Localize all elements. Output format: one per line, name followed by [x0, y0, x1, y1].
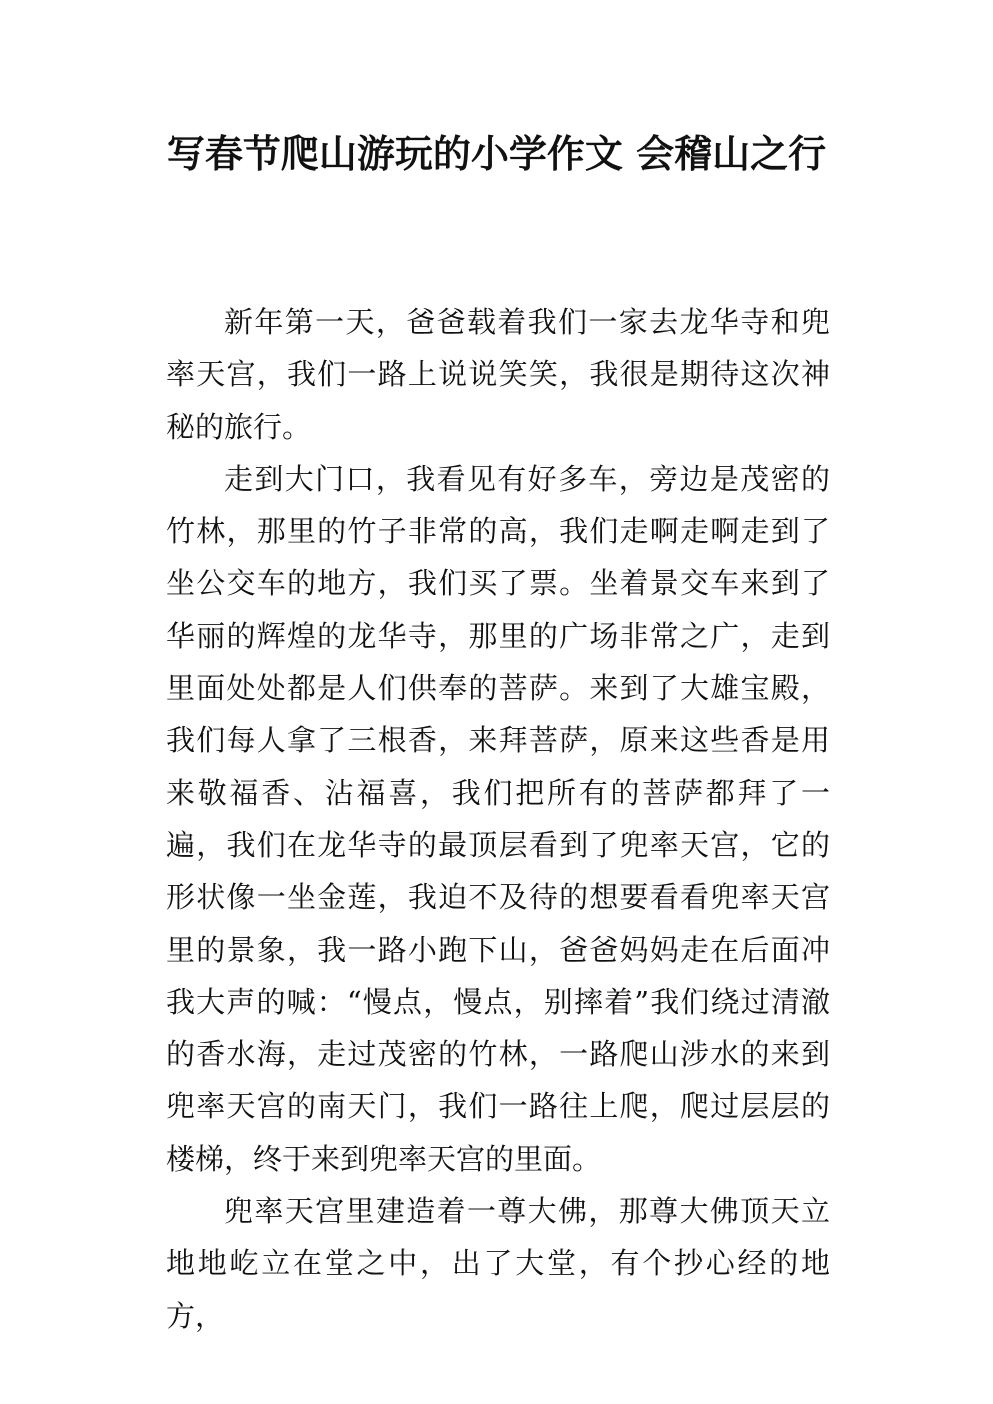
- paragraph-2: 走到大门口，我看见有好多车，旁边是茂密的竹林，那里的竹子非常的高，我们走啊走啊走到了坐公交车的地方，我们买了票。坐着景交车来到了华丽的辉煌的龙华寺，那里的广场非常之广，走到里面处处都是人们供奉的菩萨。来到了大雄宝殿，我们每人拿了三根香，来拜菩萨，原来这些香是用来敬福香、沾福喜，我们把所有的菩萨都拜了一遍，我们在龙华寺的最顶层看到了兜率天宫，它的形状像一坐金莲，我迫不及待的想要看看兜率天宫里的景象，我一路小跑下山，爸爸妈妈走在后面冲我大声的喊：“慢点，慢点，别摔着”我们绕过清澈的香水海，走过茂密的竹林，一路爬山涉水的来到兜率天宫的南天门，我们一路往上爬，爬过层层的楼梯，终于来到兜率天宫的里面。: [166, 461, 830, 1176]
- paragraph-1: 新年第一天，爸爸载着我们一家去龙华寺和兜率天宫，我们一路上说说笑笑，我很是期待这次神秘的旅行。: [166, 305, 830, 444]
- document-title: 写春节爬山游玩的小学作文 会稽山之行: [166, 132, 827, 176]
- document-body: [166, 296, 830, 1342]
- paragraph-3: 兜率天宫里建造着一尊大佛，那尊大佛顶天立地地屹立在堂之中，出了大堂，有个抄心经的地方，: [166, 1194, 830, 1333]
